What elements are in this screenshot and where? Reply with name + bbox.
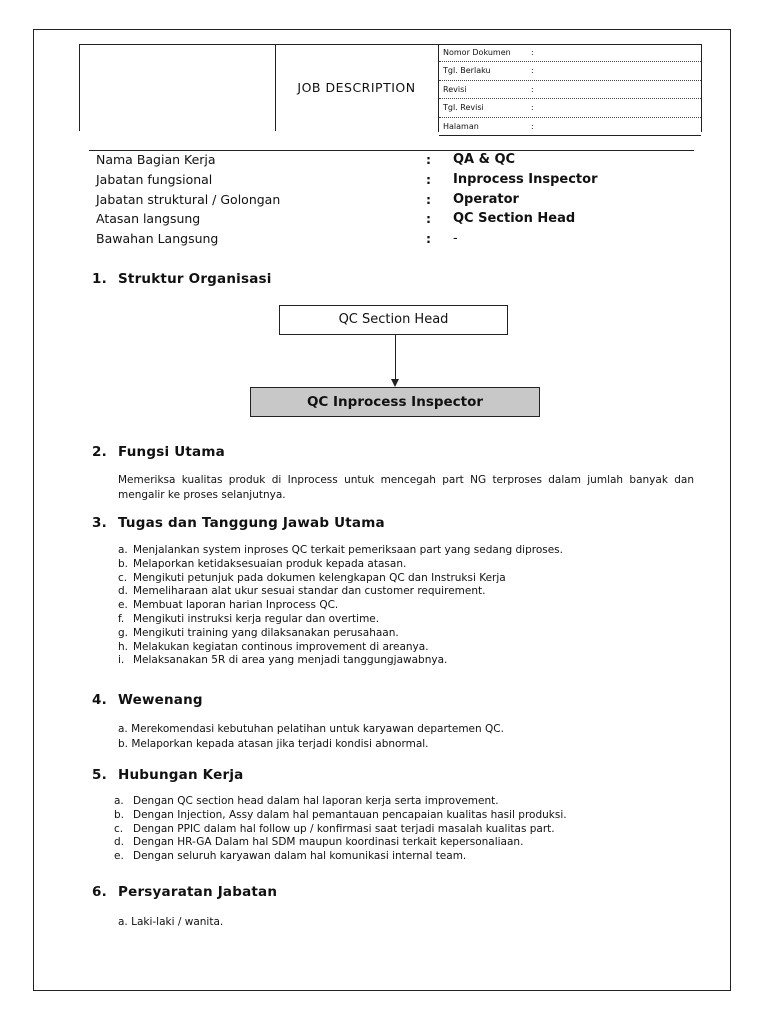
job-info-table (89, 150, 694, 250)
wewenang-list (118, 722, 504, 751)
meta-row-revisi (439, 81, 701, 99)
list-item: a. Laki-laki / wanita. (118, 916, 224, 928)
org-connector-line (395, 335, 396, 381)
meta-row-tgl-berlaku (439, 62, 701, 80)
list-marker: d. (114, 836, 125, 849)
document-header (79, 44, 702, 131)
section-heading-wewenang (92, 692, 203, 708)
info-value: QC Section Head (453, 211, 576, 227)
list-text: Dengan seluruh karyawan dalam hal komunikasi internal team. (133, 850, 467, 863)
list-marker: d. (118, 585, 129, 598)
meta-key: Nomor Dokumen (443, 48, 511, 57)
info-colon: : (426, 191, 431, 207)
list-marker: c. (114, 822, 124, 835)
meta-colon: : (531, 48, 534, 57)
list-text: Menjalankan system inproses QC terkait pemeriksaan part yang sedang diproses. (133, 544, 563, 556)
section-heading-tugas (92, 515, 385, 531)
meta-colon: : (531, 84, 534, 94)
meta-row-halaman (439, 118, 701, 136)
list-marker: c. (118, 571, 128, 584)
section-number: 3. (92, 515, 107, 531)
meta-colon: : (531, 103, 534, 113)
list-text: Dengan QC section head dalam hal laporan kerja serta improvement. (133, 795, 499, 807)
list-text: Mengikuti training yang dilaksanakan perusahaan. (133, 626, 399, 639)
document-meta-table (439, 44, 701, 136)
meta-colon: : (531, 121, 534, 131)
info-row-bawahan-langsung (89, 230, 694, 250)
section-heading-struktur-organisasi (92, 271, 272, 287)
info-row-atasan-langsung (89, 210, 694, 230)
persyaratan-list (118, 915, 223, 930)
section-heading-fungsi-utama (92, 444, 225, 460)
list-marker: g. (118, 626, 129, 639)
info-colon: : (426, 171, 431, 187)
section-title: Struktur Organisasi (118, 271, 272, 287)
fungsi-utama-paragraph: Memeriksa kualitas produk di Inprocess untuk mencegah part NG terproses dalam jumlah banyak dan mengalir ke proses selanjutnya. (118, 474, 694, 501)
section-heading-hubungan-kerja (92, 767, 243, 783)
section-number: 1. (92, 271, 107, 287)
section-title: Hubungan Kerja (118, 767, 244, 783)
list-marker: h. (118, 640, 128, 653)
list-text: Mengikuti instruksi kerja regular dan overtime. (133, 612, 380, 625)
list-item: b. Melaporkan kepada atasan jika terjadi kondisi abnormal. (118, 737, 429, 750)
info-row-nama-bagian (89, 151, 694, 171)
section-title: Fungsi Utama (118, 444, 225, 460)
meta-key: Tgl. Berlaku (443, 66, 491, 76)
info-value: Operator (453, 191, 519, 207)
header-divider (701, 44, 702, 132)
list-marker: b. (114, 808, 125, 821)
list-text: Melakukan kegiatan continous improvement di areanya. (133, 640, 429, 653)
section-title: Persyaratan Jabatan (118, 884, 278, 900)
info-colon: : (426, 231, 431, 247)
list-marker: e. (114, 850, 124, 863)
info-value: QA & QC (453, 152, 516, 167)
list-text: Melaporkan ketidaksesuaian produk kepada atasan. (133, 557, 407, 570)
meta-key: Halaman (443, 121, 479, 131)
list-marker: i. (118, 654, 125, 667)
info-colon: : (426, 152, 431, 167)
list-marker: f. (118, 612, 125, 625)
meta-key: Revisi (443, 84, 467, 94)
info-row-jabatan-struktural (89, 191, 694, 211)
list-text: Mengikuti petunjuk pada dokumen kelengkapan QC dan Instruksi Kerja (133, 571, 506, 584)
info-label: Nama Bagian Kerja (96, 152, 216, 167)
org-box-qc-section-head: QC Section Head (279, 305, 508, 335)
section-heading-persyaratan-jabatan (92, 884, 277, 900)
list-text: Dengan Injection, Assy dalam hal pemantauan pencapaian kualitas hasil produksi. (133, 808, 567, 821)
info-value: - (453, 231, 458, 247)
list-item: a. Merekomendasi kebutuhan pelatihan untuk karyawan departemen QC. (118, 723, 504, 735)
section-number: 2. (92, 444, 107, 460)
arrow-down-icon (391, 379, 399, 387)
list-text: Memeliharaan alat ukur sesuai standar dan customer requirement. (133, 585, 486, 598)
list-marker: a. (118, 544, 128, 556)
list-marker: e. (118, 599, 128, 612)
info-row-jabatan-fungsional (89, 171, 694, 191)
section-number: 4. (92, 692, 107, 708)
document-title: JOB DESCRIPTION (297, 80, 416, 95)
meta-row-tgl-revisi (439, 99, 701, 117)
section-title: Wewenang (118, 692, 203, 708)
list-text: Dengan PPIC dalam hal follow up / konfirmasi saat terjadi masalah kualitas part. (133, 822, 555, 835)
info-value: Inprocess Inspector (453, 171, 598, 187)
info-label: Jabatan fungsional (96, 171, 213, 187)
org-box-qc-inprocess-inspector: QC Inprocess Inspector (250, 387, 540, 417)
info-colon: : (426, 211, 431, 227)
header-divider (79, 44, 80, 131)
list-text: Dengan HR-GA Dalam hal SDM maupun koordinasi terkait kepersonaliaan. (133, 836, 524, 849)
list-marker: a. (114, 795, 124, 807)
list-text: Melaksanakan 5R di area yang menjadi tanggungjawabnya. (133, 654, 448, 667)
meta-colon: : (531, 66, 534, 76)
list-text: Membuat laporan harian Inprocess QC. (133, 599, 339, 612)
meta-row-nomor-dokumen (439, 44, 701, 62)
info-label: Jabatan struktural / Golongan (96, 191, 281, 207)
info-label: Atasan langsung (96, 211, 201, 227)
info-label: Bawahan Langsung (96, 231, 219, 247)
section-number: 6. (92, 884, 107, 900)
section-title: Tugas dan Tanggung Jawab Utama (118, 515, 385, 531)
list-marker: b. (118, 557, 129, 570)
meta-key: Tgl. Revisi (443, 103, 484, 113)
section-number: 5. (92, 767, 107, 783)
